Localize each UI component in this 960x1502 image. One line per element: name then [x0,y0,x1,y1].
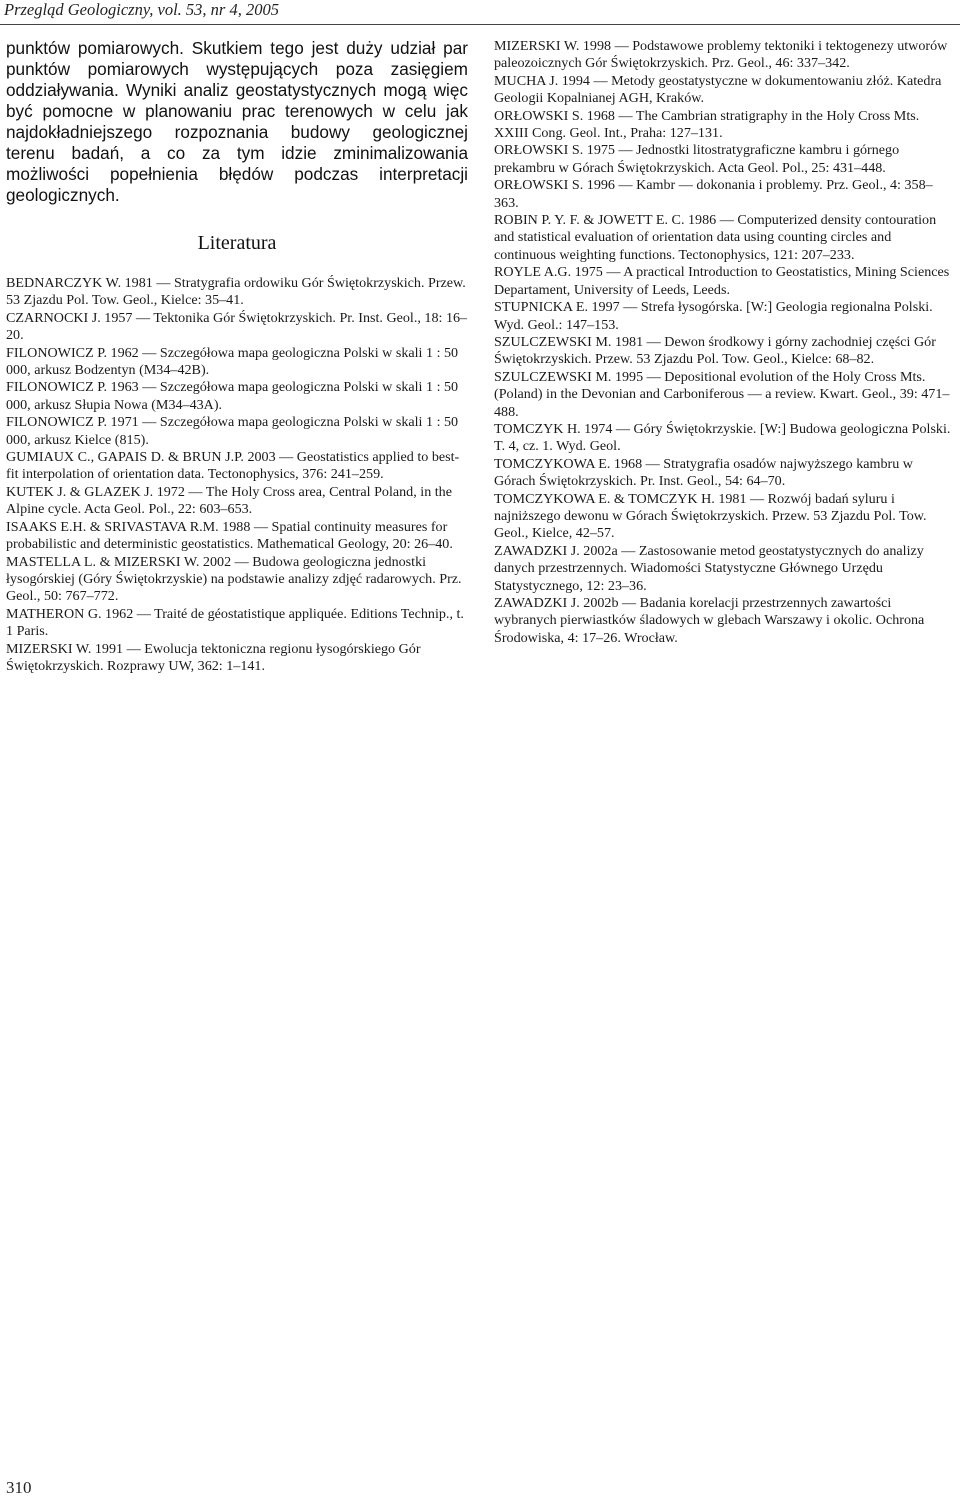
reference-item: SZULCZEWSKI M. 1981 — Dewon środkowy i górny zachodniej części Gór Świętokrzyskich. Przew. 53 Zjazdu Pol. Tow. Geol., Kielce: 68–82. [494,333,936,368]
reference-item: SZULCZEWSKI M. 1995 — Depositional evolution of the Holy Cross Mts. (Poland) in the Devonian and Carboniferous — a review. Kwart. Geol., 39: 471–488. [494,368,950,420]
reference-item: TOMCZYKOWA E. & TOMCZYK H. 1981 — Rozwój badań syluru i najniższego dewonu w Górach Świętokrzyskich. Przew. 53 Zjazdu Pol. Tow. Geol., Kielce, 42–57. [494,490,927,542]
reference-item: CZARNOCKI J. 1957 — Tektonika Gór Świętokrzyskich. Pr. Inst. Geol., 18: 16–20. [6,309,468,344]
reference-item: MIZERSKI W. 1998 — Podstawowe problemy tektoniki i tektogenezy utworów paleozoicznych Gór Świętokrzyskich. Prz. Geol., 46: 337–342. [494,38,948,72]
reference-item: FILONOWICZ P. 1971 — Szczegółowa mapa geologiczna Polski w skali 1 : 50 000, arkusz Kielce (815). [6,414,459,448]
reference-item: KUTEK J. & GLAZEK J. 1972 — The Holy Cross area, Central Poland, in the Alpine cycle. Acta Geol. Pol., 22: 603–653. [6,483,452,518]
right-column [494,38,956,647]
reference-item: ORŁOWSKI S. 1968 — The Cambrian stratigraphy in the Holy Cross Mts. XXIII Cong. Geol. Int., Praha: 127–131. [494,107,920,142]
reference-item: TOMCZYKOWA E. 1968 — Stratygrafia osadów najwyższego kambru w Górach Świętokrzyskich. Pr. Inst. Geol., 54: 64–70. [494,455,913,490]
page-number: 310 [6,1478,32,1497]
reference-item: ZAWADZKI J. 2002a — Zastosowanie metod geostatystycznych do analizy danych przestrzennych. Wiadomości Statystyczne Głównego Urzędu Statystycznego, 12: 23–36. [494,542,924,594]
reference-item: FILONOWICZ P. 1962 — Szczegółowa mapa geologiczna Polski w skali 1 : 50 000, arkusz Bodzentyn (M34–42B). [6,344,459,379]
reference-list-right [494,38,956,647]
reference-item: FILONOWICZ P. 1963 — Szczegółowa mapa geologiczna Polski w skali 1 : 50 000, arkusz Słupia Nowa (M34–43A). [6,379,459,413]
section-heading-literatura: Literatura [197,232,277,254]
reference-item: GUMIAUX C., GAPAIS D. & BRUN J.P. 2003 — Geostatistics applied to best-fit interpolation of orientation data. Tectonophysics, 376: 241–259. [6,449,460,483]
reference-item: MUCHA J. 1994 — Metody geostatystyczne w dokumentowaniu złóż. Katedra Geologii Kopalnianej AGH, Kraków. [494,72,942,107]
running-title: Przegląd Geologiczny, vol. 53, nr 4, 2005 [4,0,279,19]
header-rule [0,24,960,25]
reference-item: STUPNICKA E. 1997 — Strefa łysogórska. [W:] Geologia regionalna Polski. Wyd. Geol.: 147–153. [494,299,933,333]
reference-item: TOMCZYK H. 1974 — Góry Świętokrzyskie. [W:] Budowa geologiczna Polski. T. 4, cz. 1. Wyd. Geol. [494,420,951,455]
reference-item: ISAAKS E.H. & SRIVASTAVA R.M. 1988 — Spatial continuity measures for probabilistic and deterministic geostatistics. Mathematical Geology, 20: 26–40. [6,518,453,553]
reference-item: ORŁOWSKI S. 1996 — Kambr — dokonania i problemy. Prz. Geol., 4: 358–363. [494,177,933,211]
reference-item: ZAWADZKI J. 2002b — Badania korelacji przestrzennych zawartości wybranych pierwiastków śladowych w glebach Warszawy i okolic. Ochrona Środowiska, 4: 17–26. Wrocław. [494,595,925,646]
left-column [6,38,468,675]
reference-item: MIZERSKI W. 1991 — Ewolucja tektoniczna regionu łysogórskiego Gór Świętokrzyskich. Rozprawy UW, 362: 1–141. [6,640,421,674]
reference-item: MATHERON G. 1962 — Traité de géostatistique appliquée. Editions Technip., t. 1 Paris. [6,605,464,640]
reference-item: BEDNARCZYK W. 1981 — Stratygrafia ordowiku Gór Świętokrzyskich. Przew. 53 Zjazdu Pol. Tow. Geol., Kielce: 35–41. [6,275,466,309]
reference-item: ORŁOWSKI S. 1975 — Jednostki litostratygraficzne kambru i górnego prekambru w Górach Świętokrzyskich. Acta Geol. Pol., 25: 431–448. [494,142,900,176]
reference-list-left [6,275,468,675]
reference-item: ROBIN P. Y. F. & JOWETT E. C. 1986 — Computerized density contouration and statistical evaluation of orientation data using counting circles and continuous weighting functions. Tectonophysics, 121: 207–233. [494,212,937,263]
reference-item: ROYLE A.G. 1975 — A practical Introduction to Geostatistics, Mining Sciences Departament, University of Leeds, Leeds. [494,264,950,298]
reference-item: MASTELLA L. & MIZERSKI W. 2002 — Budowa geologiczna jednostki łysogórskiej (Góry Świętokrzyskie) na podstawie analizy zdjęć radarowych. Prz. Geol., 50: 767–772. [6,553,462,605]
intro-paragraph: punktów pomiarowych. Skutkiem tego jest duży udział par punktów pomiarowych występujących poza zasięgiem oddziaływania. Wyniki analiz geostatystycznych mogą więc być pomocne w planowaniu prac terenowych w celu jak najdokładniejszego rozpoznania budowy geologicznej terenu badań, a co za tym idzie zminimalizowania możliwości popełnienia błędów podczas interpretacji geologicznych. [6,38,468,205]
